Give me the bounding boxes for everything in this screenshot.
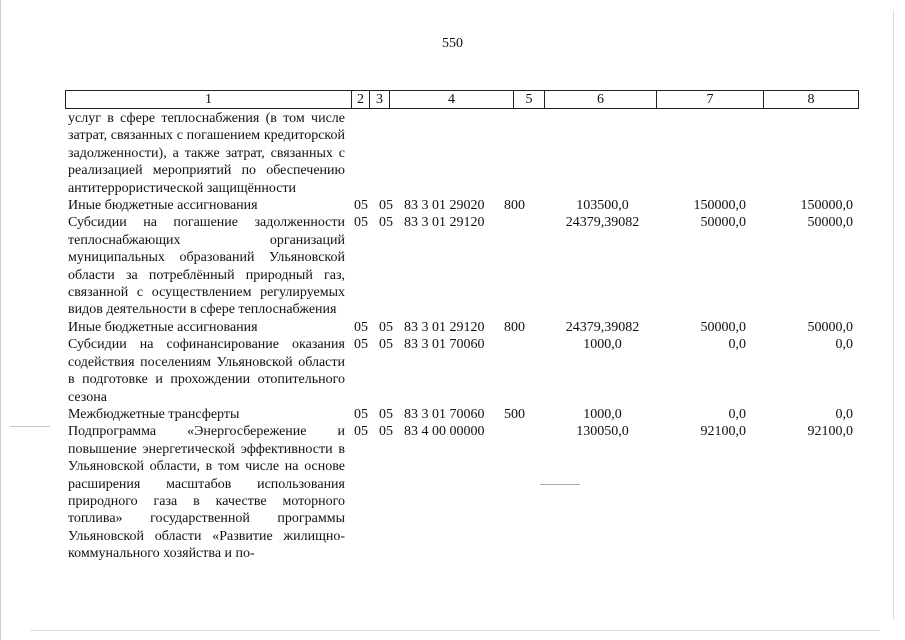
row-subsection: 05 xyxy=(379,319,393,335)
column-header-row xyxy=(66,91,859,109)
row-amount-6: 1000,0 xyxy=(583,406,622,422)
row-section: 05 xyxy=(354,424,368,440)
row-amount-6: 24379,39082 xyxy=(565,215,640,231)
row-subsection: 05 xyxy=(379,337,393,353)
row-amount-6: 130050,0 xyxy=(576,424,629,440)
column-header-7: 7 xyxy=(657,91,764,109)
row-description: Межбюджетные трансферты xyxy=(68,406,240,422)
row-subsection: 05 xyxy=(379,424,393,440)
row-amount-7: 0,0 xyxy=(728,406,746,422)
scan-artifact xyxy=(10,426,50,427)
row-target-code: 83 4 00 00000 xyxy=(404,424,485,440)
row-amount-8: 92100,0 xyxy=(807,424,853,440)
table-row xyxy=(68,423,858,562)
row-amount-7: 150000,0 xyxy=(693,198,746,214)
row-description: Субсидии на софинансирование оказания содействия поселениям Ульяновской области в подготовке и прохождении отопительного сезона xyxy=(68,337,345,405)
row-amount-8: 0,0 xyxy=(835,337,853,353)
row-subsection: 05 xyxy=(379,215,393,231)
column-header-1: 1 xyxy=(66,91,352,109)
row-expense-type: 800 xyxy=(504,198,525,214)
row-description: услуг в сфере теплоснабжения (в том числе затрат, связанных с погашением кредиторской задолженности), а также затрат, связанных с реализацией мероприятий по обеспечению антитеррористической защищённости xyxy=(68,111,345,196)
row-amount-6: 103500,0 xyxy=(576,198,629,214)
row-target-code: 83 3 01 29120 xyxy=(404,215,485,231)
table-body xyxy=(68,110,858,563)
scan-artifact xyxy=(540,484,580,485)
column-header-table xyxy=(65,90,859,109)
row-amount-7: 92100,0 xyxy=(700,424,746,440)
row-expense-type: 800 xyxy=(504,319,525,335)
page-number: 550 xyxy=(442,36,463,51)
row-amount-8: 50000,0 xyxy=(807,319,853,335)
column-header-3: 3 xyxy=(370,91,390,109)
row-expense-type: 500 xyxy=(504,406,525,422)
row-amount-8: 0,0 xyxy=(835,406,853,422)
row-section: 05 xyxy=(354,406,368,422)
row-subsection: 05 xyxy=(379,406,393,422)
row-target-code: 83 3 01 29020 xyxy=(404,198,485,214)
column-header-4: 4 xyxy=(390,91,514,109)
row-target-code: 83 3 01 29120 xyxy=(404,319,485,335)
row-amount-7: 0,0 xyxy=(728,337,746,353)
row-description: Подпрограмма «Энергосбережение и повышение энергетической эффективности в Ульяновской области, в том числе на основе расширения масштабов использования природного газа в качестве моторного топлива» государственной программы Ульяновской области «Развитие жилищно-коммунального хозяйства и по- xyxy=(68,424,345,562)
row-description: Иные бюджетные ассигнования xyxy=(68,319,258,335)
row-section: 05 xyxy=(354,319,368,335)
row-section: 05 xyxy=(354,198,368,214)
table-row xyxy=(68,197,858,214)
scan-right-edge xyxy=(893,10,894,620)
column-header-5: 5 xyxy=(514,91,545,109)
scan-left-edge xyxy=(0,0,1,640)
row-description: Субсидии на погашение задолженности теплоснабжающих организаций муниципальных образований Ульяновской области за потреблённый природный газ, связанной с осуществлением регулируемых видов деятельности в сфере теплоснабжения xyxy=(68,215,345,318)
row-section: 05 xyxy=(354,215,368,231)
row-description: Иные бюджетные ассигнования xyxy=(68,198,258,214)
column-header-6: 6 xyxy=(545,91,657,109)
row-subsection: 05 xyxy=(379,198,393,214)
row-amount-7: 50000,0 xyxy=(700,319,746,335)
scan-artifact xyxy=(30,630,880,631)
table-row xyxy=(68,319,858,336)
row-amount-6: 1000,0 xyxy=(583,337,622,353)
table-row xyxy=(68,336,858,406)
table-row xyxy=(68,110,858,197)
row-amount-8: 150000,0 xyxy=(800,198,853,214)
column-header-8: 8 xyxy=(764,91,859,109)
row-target-code: 83 3 01 70060 xyxy=(404,406,485,422)
table-row xyxy=(68,214,858,318)
row-amount-7: 50000,0 xyxy=(700,215,746,231)
table-row xyxy=(68,406,858,423)
row-amount-6: 24379,39082 xyxy=(565,319,640,335)
column-header-2: 2 xyxy=(352,91,370,109)
row-section: 05 xyxy=(354,337,368,353)
row-target-code: 83 3 01 70060 xyxy=(404,337,485,353)
row-amount-8: 50000,0 xyxy=(807,215,853,231)
